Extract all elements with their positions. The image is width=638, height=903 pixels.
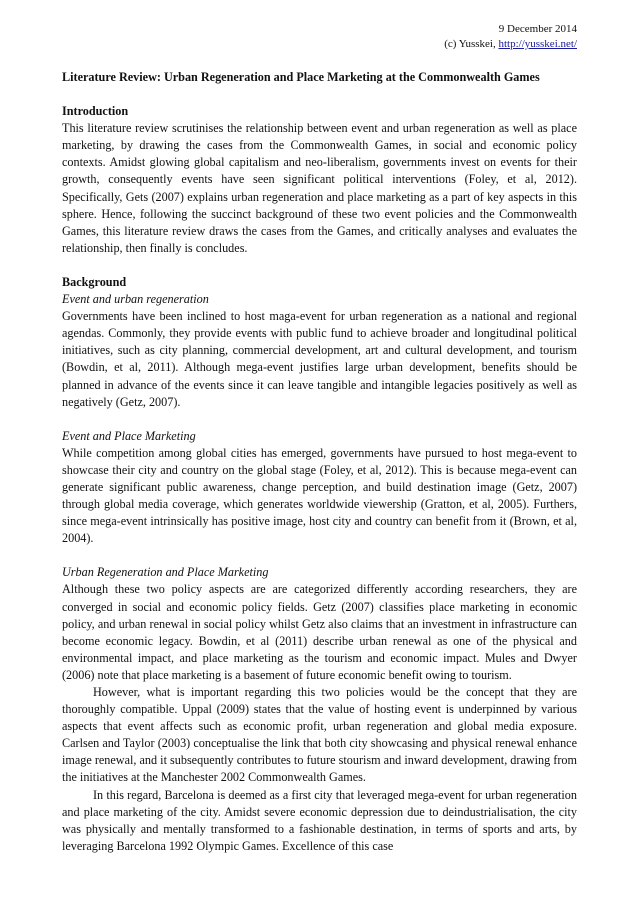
body-paragraph: While competition among global cities has emerged, governments have pursued to host mega-event to showcase their city and country on the global stage (Foley, et al, 2012). This is because mega-event can generate significant public awareness, change perception, and build destination image (Getz, 2007) through global media coverage, which generates worldwide viewership (Gratton, et al, 2005). Furthers, since mega-event intrinsically has positive image, host city and country can benefit from it (Brown, et al, 2004). — [62, 445, 577, 546]
copyright-line — [62, 37, 577, 52]
subheading-event-urban-regeneration: Event and urban regeneration — [62, 292, 209, 307]
body-paragraph: However, what is important regarding this two policies would be the concept that they are thoroughly compatible. Uppal (2009) states that the value of hosting event is underpinned by various aspects that event affects such as economic profit, urban regeneration and global media exposure. Carlsen and Taylor (2003) conceptualise the link that both city showcasing and physical renewal enhance image renewal, and it subsequently contributes to future stourism and inward development, drawing from the initiatives at the Manchester 2002 Commonwealth Games. — [62, 685, 577, 785]
introduction-paragraph: This literature review scrutinises the relationship between event and urban regeneration as well as place marketing, by drawing the cases from the Commonwealth Games, in social and economic policy contexts. Amidst glowing global capitalism and neo-liberalism, governments invest on events for their growth, consequently events have seen significant political interventions (Foley, et al, 2012). Specifically, Gets (2007) explains urban regeneration and place marketing as a part of key aspects in this sphere. Hence, following the succinct background of these two event policies and the Commonwealth Games, this literature review draws the cases from the Games, and critically analyses and evaluates the relationship, then finally is concludes. — [62, 121, 577, 255]
website-link[interactable]: http://yusskei.net/ — [498, 38, 577, 50]
copyright-text: (c) Yusskei, — [444, 38, 499, 50]
subheading-urban-regeneration-place-marketing: Urban Regeneration and Place Marketing — [62, 565, 269, 580]
date-line: 9 December 2014 — [498, 23, 577, 35]
subheading-event-place-marketing: Event and Place Marketing — [62, 428, 196, 443]
introduction-heading: Introduction — [62, 104, 129, 119]
body-paragraph: In this regard, Barcelona is deemed as a first city that leveraged mega-event for urban regeneration and place marketing of the city. Amidst severe economic depression due to deindustrialisation, the city was physically and mentally transformed to a fashionable destination, in terms of sports and arts, by leveraging Barcelona 1992 Olympic Games. Excellence of this case — [62, 787, 577, 853]
body-paragraph: Although these two policy aspects are are categorized differently according researchers, they are converged in social and economic policy fields. Getz (2007) classifies place marketing in economic policy, and urban renewal in social policy whilst Getz also claims that an investment in infrastructure can become economic legacy. Bowdin, et al (2011) describe urban renewal as one of the physical and environmental impact, and place marketing as the tourism and economic impact. Mules and Dwyer (2006) note that place marketing is a basement of future economic benefit owing to tourism. — [62, 582, 577, 682]
document-title: Literature Review: Urban Regeneration and Place Marketing at the Commonwealth Games — [62, 70, 540, 84]
page-header — [62, 22, 577, 52]
body-paragraph: Governments have been inclined to host maga-event for urban regeneration as a national and regional agendas. Commonly, they provide events with public fund to achieve broader and longitudinal political initiatives, such as city planning, commercial development, art and cultural development, and tourism (Bowdin, et al, 2011). Although mega-event justifies large urban development, benefits should be planned in advance of the events since it can leave tangible and intangible legacies positively as well as negatively (Getz, 2007). — [62, 309, 577, 409]
background-heading: Background — [62, 274, 127, 289]
document-page — [62, 22, 577, 855]
